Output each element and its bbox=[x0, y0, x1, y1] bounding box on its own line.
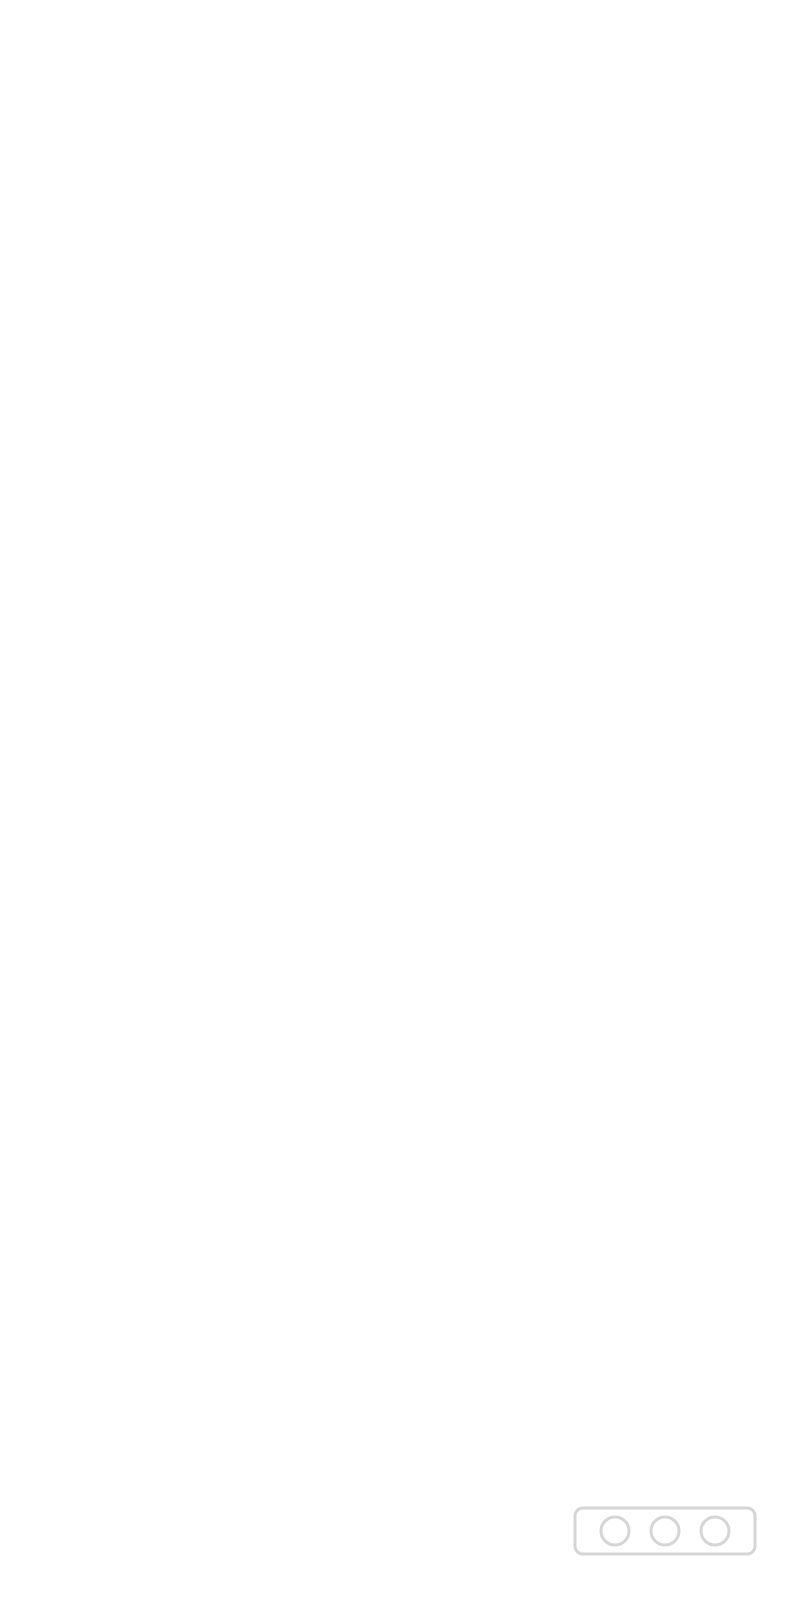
watermark-logo bbox=[555, 1502, 775, 1592]
